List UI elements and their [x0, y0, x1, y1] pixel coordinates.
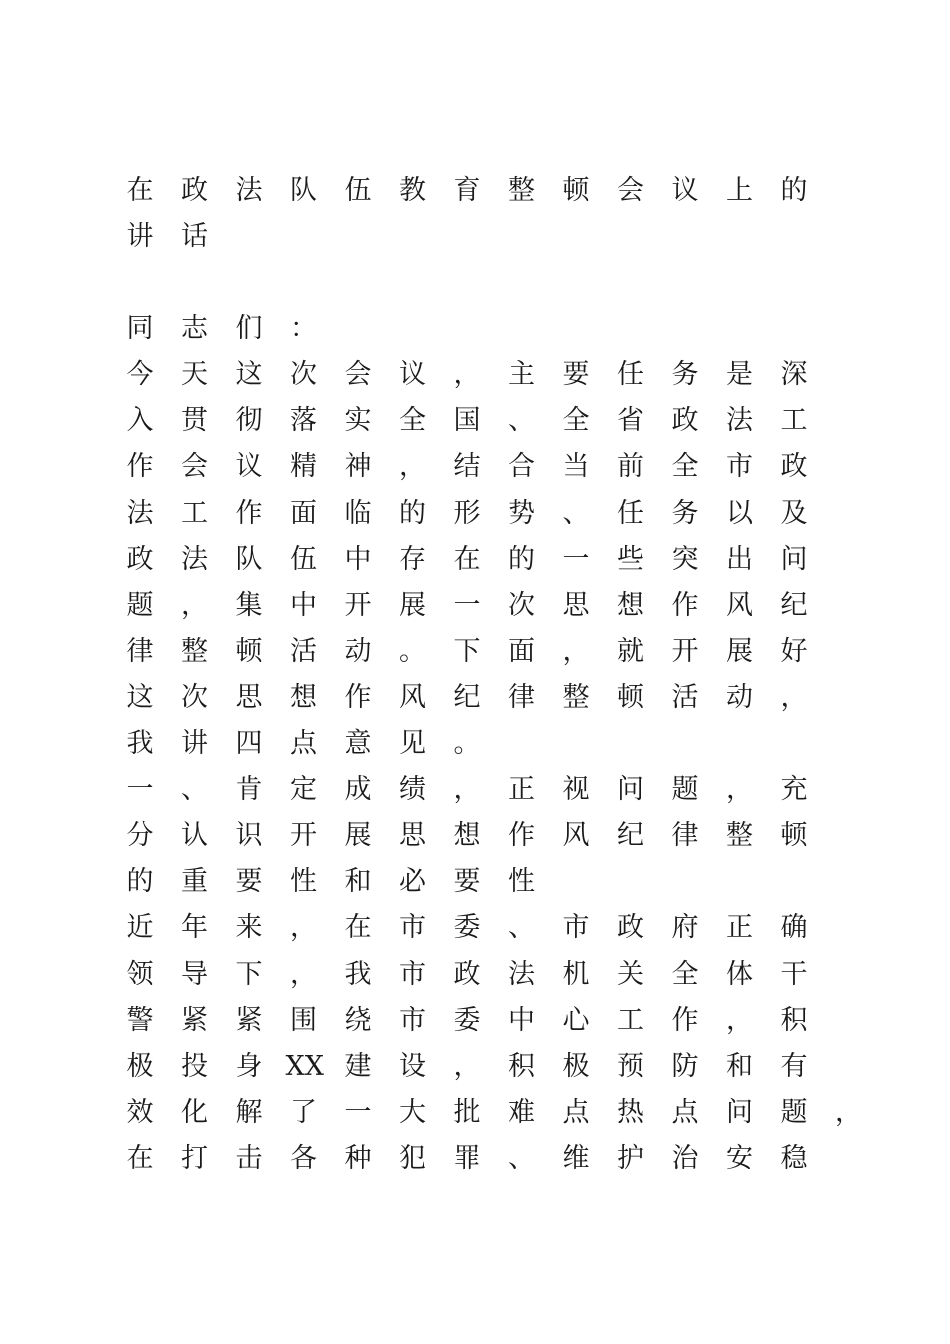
text-char: 正: [508, 774, 535, 806]
blank-line: [122, 260, 822, 306]
title-line-2: [122, 214, 822, 260]
text-char: 市: [726, 451, 753, 483]
text-char: 效: [126, 1096, 154, 1128]
text-char: 必: [399, 866, 426, 898]
text-char: 全: [671, 958, 699, 990]
text-char: 、: [181, 774, 208, 806]
text-char: 想: [617, 589, 644, 621]
text-char: 打: [181, 1142, 208, 1174]
salutation-line: [122, 306, 822, 352]
text-char: 有: [780, 1050, 808, 1082]
text-char: 、: [508, 912, 535, 944]
text-char: 题: [126, 589, 154, 621]
text-char: 展: [726, 635, 753, 667]
text-char: 正: [726, 912, 753, 944]
text-char: 绩: [399, 774, 426, 806]
text-char: 活: [671, 681, 699, 713]
text-char: 一: [126, 774, 154, 806]
text-char: 一: [453, 589, 481, 621]
text-char: 突: [671, 543, 699, 575]
text-char: 中: [508, 1004, 535, 1036]
text-char: 我: [126, 728, 154, 760]
text-char: 成: [344, 774, 372, 806]
paragraph-line: [122, 1044, 822, 1090]
text-char: 要: [562, 359, 590, 391]
text-char: 精: [290, 451, 317, 483]
document-body: [122, 168, 862, 1182]
text-char: 政: [126, 543, 154, 575]
text-char: 。: [453, 728, 481, 760]
text-char: 。: [399, 635, 426, 667]
text-char: 思: [562, 589, 590, 621]
section-heading-line: [122, 813, 822, 859]
text-char: 性: [508, 866, 535, 898]
text-char: ，: [835, 1096, 862, 1128]
text-char: 顿: [617, 681, 644, 713]
text-char: 次: [508, 589, 535, 621]
text-char: 会: [617, 175, 644, 206]
text-char: 心: [562, 1004, 590, 1036]
text-char: 点: [671, 1096, 699, 1128]
text-char: 务: [671, 497, 699, 529]
text-char: 议: [671, 175, 699, 206]
text-char: 法: [508, 958, 535, 990]
text-char: 顿: [562, 175, 590, 206]
section-heading-line: [122, 767, 822, 813]
text-char: ，: [453, 359, 481, 391]
text-char: 的: [780, 175, 808, 206]
text-char: 工: [617, 1004, 644, 1036]
text-char: 各: [290, 1142, 317, 1174]
text-char: ，: [726, 1004, 753, 1036]
text-char: 身: [235, 1050, 263, 1082]
text-char: 风: [562, 820, 590, 852]
text-char: 队: [290, 175, 317, 206]
text-char: 开: [290, 820, 317, 852]
text-char: 作: [126, 451, 154, 483]
text-char: 实: [344, 405, 372, 437]
text-char: 安: [726, 1142, 753, 1174]
text-char: 会: [181, 451, 208, 483]
text-char: 来: [235, 912, 263, 944]
text-char: 展: [399, 589, 426, 621]
text-char: 纪: [780, 589, 808, 621]
text-char: 整: [181, 635, 208, 667]
text-char: 合: [508, 451, 535, 483]
text-char: 面: [290, 497, 317, 529]
text-char: 性: [290, 866, 317, 898]
text-char: 些: [617, 543, 644, 575]
text-char: 同: [126, 313, 154, 345]
text-char: 罪: [453, 1142, 481, 1174]
text-char: 次: [290, 359, 317, 391]
text-char: 题: [671, 774, 699, 806]
title-line-1: [122, 168, 822, 214]
text-char: 批: [453, 1096, 481, 1128]
text-char: 重: [181, 866, 208, 898]
text-char: 作: [344, 681, 372, 713]
text-char: 法: [235, 175, 263, 206]
text-char: 分: [126, 820, 154, 852]
text-char: 顿: [780, 820, 808, 852]
text-char: 维: [562, 1142, 590, 1174]
text-char: 题: [780, 1096, 808, 1128]
text-char: 落: [290, 405, 317, 437]
text-char: 在: [453, 543, 481, 575]
text-char: 了: [290, 1096, 317, 1128]
paragraph-line: [122, 721, 822, 767]
text-char: 这: [126, 681, 154, 713]
text-char: 种: [344, 1142, 372, 1174]
text-char: 、: [508, 405, 535, 437]
text-char: 的: [399, 497, 426, 529]
text-char: 务: [671, 359, 699, 391]
text-char: 纪: [617, 820, 644, 852]
text-char: 意: [344, 728, 372, 760]
text-char: 点: [562, 1096, 590, 1128]
text-char: 视: [562, 774, 590, 806]
text-char: 极: [126, 1050, 154, 1082]
paragraph-line: [122, 952, 822, 998]
text-char: 国: [453, 405, 481, 437]
text-char: 我: [344, 958, 372, 990]
text-char: 以: [726, 497, 753, 529]
text-char: ，: [290, 958, 317, 990]
text-char: 集: [235, 589, 263, 621]
text-char: 市: [399, 912, 426, 944]
paragraph-line: [122, 1090, 862, 1136]
text-char: 体: [726, 958, 753, 990]
text-char: ，: [181, 589, 208, 621]
text-char: 四: [235, 728, 263, 760]
text-char: 稳: [780, 1142, 808, 1174]
text-char: 整: [562, 681, 590, 713]
text-char: 讲: [126, 221, 154, 253]
text-char: 开: [671, 635, 699, 667]
text-char: 要: [235, 866, 263, 898]
text-char: 作: [671, 1004, 699, 1036]
text-char: 是: [726, 359, 753, 391]
text-char: 中: [344, 543, 372, 575]
text-char: 定: [290, 774, 317, 806]
paragraph-line: [122, 537, 822, 583]
text-char: 下: [235, 958, 263, 990]
text-char: 话: [181, 221, 208, 253]
text-char: ，: [290, 912, 317, 944]
text-char: 伍: [344, 175, 372, 206]
text-char: 法: [181, 543, 208, 575]
text-char: 建: [344, 1050, 372, 1082]
text-char: 问: [617, 774, 644, 806]
text-char: 动: [726, 681, 753, 713]
text-char: 近: [126, 912, 154, 944]
text-char: 临: [344, 497, 372, 529]
text-char: 极: [562, 1050, 590, 1082]
text-char: 作: [671, 589, 699, 621]
text-char: 任: [617, 359, 644, 391]
text-char: 绕: [344, 1004, 372, 1036]
text-char: 纪: [453, 681, 481, 713]
text-char: 贯: [181, 405, 208, 437]
text-char: 风: [399, 681, 426, 713]
text-char: 确: [780, 912, 808, 944]
text-char: ，: [562, 635, 590, 667]
text-char: 律: [126, 635, 154, 667]
text-char: 热: [617, 1096, 644, 1128]
text-char: 一: [344, 1096, 372, 1128]
text-char: 作: [508, 820, 535, 852]
text-char: 深: [780, 359, 808, 391]
text-char: 点: [290, 728, 317, 760]
paragraph-line: [122, 491, 822, 537]
text-char: 围: [290, 1004, 317, 1036]
text-char: 今: [126, 359, 154, 391]
text-char: ：: [290, 313, 317, 345]
text-char: 存: [399, 543, 426, 575]
text-char: 大: [399, 1096, 426, 1128]
text-char: 治: [671, 1142, 699, 1174]
text-char: 会: [344, 359, 372, 391]
paragraph-line: [122, 629, 822, 675]
text-char: 防: [671, 1050, 699, 1082]
paragraph-line: [122, 675, 822, 721]
text-char: 、: [508, 1142, 535, 1174]
text-char: 天: [181, 359, 208, 391]
text-char: 和: [726, 1050, 753, 1082]
text-char: 紧: [181, 1004, 208, 1036]
text-char: 紧: [235, 1004, 263, 1036]
text-char: 志: [181, 313, 208, 345]
text-char: 当: [562, 451, 590, 483]
text-char: 风: [726, 589, 753, 621]
text-char: 委: [453, 1004, 481, 1036]
text-char: 全: [562, 405, 590, 437]
text-char: 全: [671, 451, 699, 483]
text-char: 这: [235, 359, 263, 391]
text-char: 和: [344, 866, 372, 898]
text-char: 见: [399, 728, 426, 760]
text-char: 工: [181, 497, 208, 529]
text-char: 投: [181, 1050, 208, 1082]
text-char: 前: [617, 451, 644, 483]
text-char: 想: [453, 820, 481, 852]
text-char: 活: [290, 635, 317, 667]
text-char: 、: [562, 497, 590, 529]
text-char: 下: [453, 635, 481, 667]
text-char: 想: [290, 681, 317, 713]
text-char: 府: [671, 912, 699, 944]
text-char: 市: [399, 1004, 426, 1036]
text-char: 政: [453, 958, 481, 990]
text-char: 机: [562, 958, 590, 990]
text-char: 就: [617, 635, 644, 667]
text-char: 击: [235, 1142, 263, 1174]
paragraph-line: [122, 398, 822, 444]
text-char: 干: [780, 958, 808, 990]
text-char: 一: [562, 543, 590, 575]
paragraph-line: [122, 444, 822, 490]
text-char: 形: [453, 497, 481, 529]
text-char: ，: [399, 451, 426, 483]
text-char: 导: [181, 958, 208, 990]
text-char: 入: [126, 405, 154, 437]
text-char: 伍: [290, 543, 317, 575]
text-char: 彻: [235, 405, 263, 437]
paragraph-line: [122, 583, 822, 629]
text-char: 警: [126, 1004, 154, 1036]
text-char: 思: [235, 681, 263, 713]
paragraph-line: [122, 998, 822, 1044]
text-char: 设: [399, 1050, 426, 1082]
text-char: 律: [508, 681, 535, 713]
text-char: ，: [453, 1050, 481, 1082]
text-char: 领: [126, 958, 154, 990]
text-char: 年: [181, 912, 208, 944]
text-char: 的: [126, 866, 154, 898]
text-char: 法: [126, 497, 154, 529]
text-char: 好: [780, 635, 808, 667]
text-char: 法: [726, 405, 753, 437]
text-char: 化: [181, 1096, 208, 1128]
text-char: 讲: [181, 728, 208, 760]
text-char: 任: [617, 497, 644, 529]
text-char: 全: [399, 405, 426, 437]
text-char: 势: [508, 497, 535, 529]
text-char: 在: [126, 175, 154, 206]
text-char: 动: [344, 635, 372, 667]
text-char: 神: [344, 451, 372, 483]
paragraph-line: [122, 352, 822, 398]
text-char: 顿: [235, 635, 263, 667]
text-char: 次: [181, 681, 208, 713]
text-char: 犯: [399, 1142, 426, 1174]
text-char: 在: [344, 912, 372, 944]
text-char: 识: [235, 820, 263, 852]
text-char: XX: [285, 1050, 324, 1082]
text-char: 议: [399, 359, 426, 391]
text-char: 律: [671, 820, 699, 852]
text-char: 工: [780, 405, 808, 437]
text-char: 解: [235, 1096, 263, 1128]
text-char: 政: [780, 451, 808, 483]
text-char: 面: [508, 635, 535, 667]
text-char: 省: [617, 405, 644, 437]
text-char: 预: [617, 1050, 644, 1082]
text-char: 问: [780, 543, 808, 575]
text-char: 政: [617, 912, 644, 944]
text-char: 开: [344, 589, 372, 621]
text-char: ，: [453, 774, 481, 806]
text-char: 积: [780, 1004, 808, 1036]
text-char: ，: [726, 774, 753, 806]
text-char: 委: [453, 912, 481, 944]
text-char: 思: [399, 820, 426, 852]
text-char: 们: [235, 313, 263, 345]
text-char: 整: [726, 820, 753, 852]
text-char: 政: [181, 175, 208, 206]
text-char: 展: [344, 820, 372, 852]
text-char: 议: [235, 451, 263, 483]
text-char: 上: [726, 175, 753, 206]
text-char: 教: [399, 175, 426, 206]
text-char: 作: [235, 497, 263, 529]
text-char: 充: [780, 774, 808, 806]
text-char: 护: [617, 1142, 644, 1174]
paragraph-line: [122, 1136, 822, 1182]
text-char: 市: [562, 912, 590, 944]
text-char: 认: [181, 820, 208, 852]
section-heading-line: [122, 859, 822, 905]
text-char: 出: [726, 543, 753, 575]
text-char: 整: [508, 175, 535, 206]
text-char: 及: [780, 497, 808, 529]
text-char: 中: [290, 589, 317, 621]
text-char: 要: [453, 866, 481, 898]
text-char: 市: [399, 958, 426, 990]
text-char: 积: [508, 1050, 535, 1082]
text-char: 在: [126, 1142, 154, 1174]
text-char: ，: [780, 681, 808, 713]
text-char: 政: [671, 405, 699, 437]
paragraph-line: [122, 905, 822, 951]
text-char: 肯: [235, 774, 263, 806]
text-char: 结: [453, 451, 481, 483]
text-char: 关: [617, 958, 644, 990]
text-char: 主: [508, 359, 535, 391]
text-char: 育: [453, 175, 481, 206]
text-char: 的: [508, 543, 535, 575]
text-char: 难: [508, 1096, 535, 1128]
text-char: 队: [235, 543, 263, 575]
text-char: 问: [726, 1096, 753, 1128]
